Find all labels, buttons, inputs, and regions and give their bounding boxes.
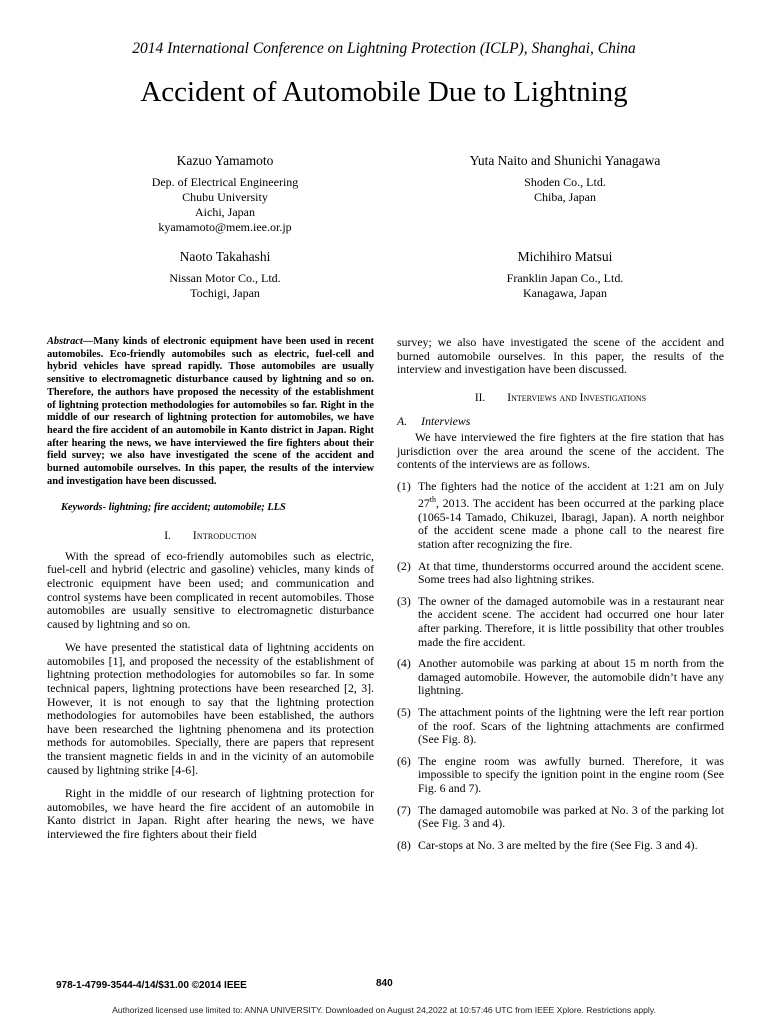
author-affiliation-line: Aichi, Japan [195, 205, 255, 219]
author-affiliation-line: Franklin Japan Co., Ltd. [506, 271, 624, 285]
subsection-letter: A. [397, 414, 408, 429]
author-block-4 [440, 249, 690, 301]
list-item [397, 839, 724, 853]
list-item-number: (5) [397, 704, 411, 719]
body-paragraph: With the spread of eco-friendly automobiles such as electric, fuel-cell and hybrid (electric and gasoline) vehicles, many kinds of electronic equipment have been used; and communication and control systems have been complicated in recent automobiles. Those automobiles are usually sensitive to electromagnetic disturbance caused by lightning and so on. [47, 548, 374, 631]
list-item [397, 480, 724, 552]
section-numeral: II. [474, 391, 486, 404]
footer-isbn: 978-1-4799-3544-4/14/$31.00 ©2014 IEEE [56, 980, 247, 991]
author-affiliation-line: Dep. of Electrical Engineering [151, 175, 299, 189]
list-item-number: (1) [397, 478, 411, 493]
list-item [397, 560, 724, 587]
list-item-number: (6) [397, 753, 411, 768]
list-item-text: Car-stops at No. 3 are melted by the fire (See Fig. 3 and 4). [418, 837, 698, 852]
author-name: Yuta Naito and Shunichi Yanagawa [469, 153, 661, 168]
list-item-number: (2) [397, 558, 411, 573]
subsection-title: Interviews [421, 414, 471, 429]
section-heading-introduction [47, 530, 374, 544]
list-item-number: (3) [397, 593, 411, 608]
section-title: Interviews and Investigations [507, 391, 647, 404]
list-item-text: Another automobile was parking at about 15 m north from the damaged automobile. However, the automobile didn’t have any lightning. [418, 656, 724, 698]
section-numeral: I. [164, 530, 171, 543]
list-item-text: The damaged automobile was parked at No. 3 of the parking lot (See Fig. 3 and 4). [418, 802, 724, 831]
author-affiliation-line: Chubu University [182, 190, 268, 204]
list-item-text: At that time, thunderstorms occurred around the accident scene. Some trees had also lightning strikes. [418, 558, 724, 587]
list-item-text-cont: , 2013. The accident has been occurred at the parking place (1065-14 Tamado, Chikuzei, Ibaragi, Japan). A north neighbor of the accident scene made a phone call to the nearest fire station after recognizing the fire. [418, 496, 724, 552]
abstract-text: —Many kinds of electronic equipment have been used in recent automobiles. Eco-friendly automobiles such as electric, fuel-cell and hybrid vehicles have spread rapidly. Those automobiles are usually sensitive to electromagnetic disturbance caused by lightning and so on. Therefore, the authors have proposed the necessity of the establishment of lightning protection methodologies for automobiles so far. Right in the middle of our research of lightning protection for automobiles, we have heard the fire accident of an automobile in Kanto district in Japan. Right after hearing the news, we have interviewed the fire fighters about their field survey; we also have investigated the scene of the accident and burned automobile ourselves. In this paper, the results of the interview and investigation have been discussed. [47, 336, 374, 487]
list-item [397, 804, 724, 831]
section-heading-interviews [397, 392, 724, 406]
section-title: Introduction [192, 530, 257, 543]
list-item-number: (4) [397, 656, 411, 671]
author-block-1 [100, 153, 350, 235]
body-paragraph: We have interviewed the fire fighters at the fire station that has jurisdiction over the area around the scene of the accident. The contents of the interviews are as follows. [397, 429, 724, 472]
right-column [397, 336, 724, 852]
author-affiliation-line: Tochigi, Japan [190, 286, 260, 300]
body-paragraph-continued: survey; we also have investigated the scene of the accident and burned automobile ourselves. In this paper, the results of the interview and investigation have been discussed. [397, 335, 724, 377]
list-item-text: The owner of the damaged automobile was in a restaurant near the accident scene. The accident had occurred one hour later after parking. Therefore, it is little possibility that other troubles made the fire accident. [418, 593, 724, 649]
abstract-label: Abstract [47, 336, 83, 347]
author-affiliation-line: Kanagawa, Japan [523, 286, 607, 300]
author-email: kyamamoto@mem.iee.or.jp [158, 220, 292, 234]
author-affiliation-line: Chiba, Japan [534, 190, 596, 204]
license-notice: Authorized licensed use limited to: ANNA UNIVERSITY. Downloaded on August 24,2022 at 10:57:46 UTC from IEEE Xplore. Restrictions apply. [112, 1005, 656, 1015]
body-paragraph: Right in the middle of our research of lightning protection for automobiles, we have heard the fire accident of an automobile in Kanto district in Japan. Right after hearing the news, we have interviewed the fire fighters about their field [47, 786, 374, 842]
author-block-3 [100, 249, 350, 301]
author-block-2 [440, 153, 690, 205]
list-item [397, 706, 724, 747]
author-affiliation-line: Nissan Motor Co., Ltd. [169, 271, 281, 285]
keywords: Keywords- lightning; fire accident; automobile; LLS [61, 502, 286, 514]
author-name: Michihiro Matsui [517, 249, 613, 264]
page-number: 840 [376, 978, 393, 989]
subsection-heading [397, 415, 724, 429]
list-item-text: The attachment points of the lightning were the left rear portion of the roof. Scars of the lightning attachments are confirmed (See Fig. 8). [418, 704, 724, 747]
author-name: Kazuo Yamamoto [176, 153, 274, 168]
body-paragraph: We have presented the statistical data of lightning accidents on automobiles [1], and proposed the necessity of the establishment of lightning protection methodologies for automobiles so far. In some technical papers, lightning protections have been researched [2, 3]. However, it is not enough to say that the lightning protection methodologies for automobiles have been established, the authors have been researched the lightning phenomena and its protection methods for automobiles. Specially, there are papers that represent the transient magnetic fields in and in the vicinity of an automobile caused by lightning strike [4-6]. [47, 640, 374, 777]
list-item [397, 657, 724, 698]
list-item-superscript: th [429, 495, 437, 505]
list-item [397, 595, 724, 649]
paper-title: Accident of Automobile Due to Lightning [140, 76, 628, 108]
list-item-number: (7) [397, 802, 411, 817]
conference-header: 2014 International Conference on Lightning Protection (ICLP), Shanghai, China [132, 40, 636, 57]
author-name: Naoto Takahashi [179, 249, 271, 264]
list-item [397, 755, 724, 796]
author-affiliation-line: Shoden Co., Ltd. [524, 175, 606, 189]
list-item-text: The fighters had the notice of the accident at 1:21 am on July 27 [418, 478, 724, 511]
list-item-number: (8) [397, 837, 411, 852]
list-item-text: The engine room was awfully burned. Therefore, it was impossible to specify the ignition point in the engine room (See Fig. 6 and 7). [418, 753, 724, 795]
abstract [47, 336, 374, 488]
left-column [47, 336, 374, 842]
